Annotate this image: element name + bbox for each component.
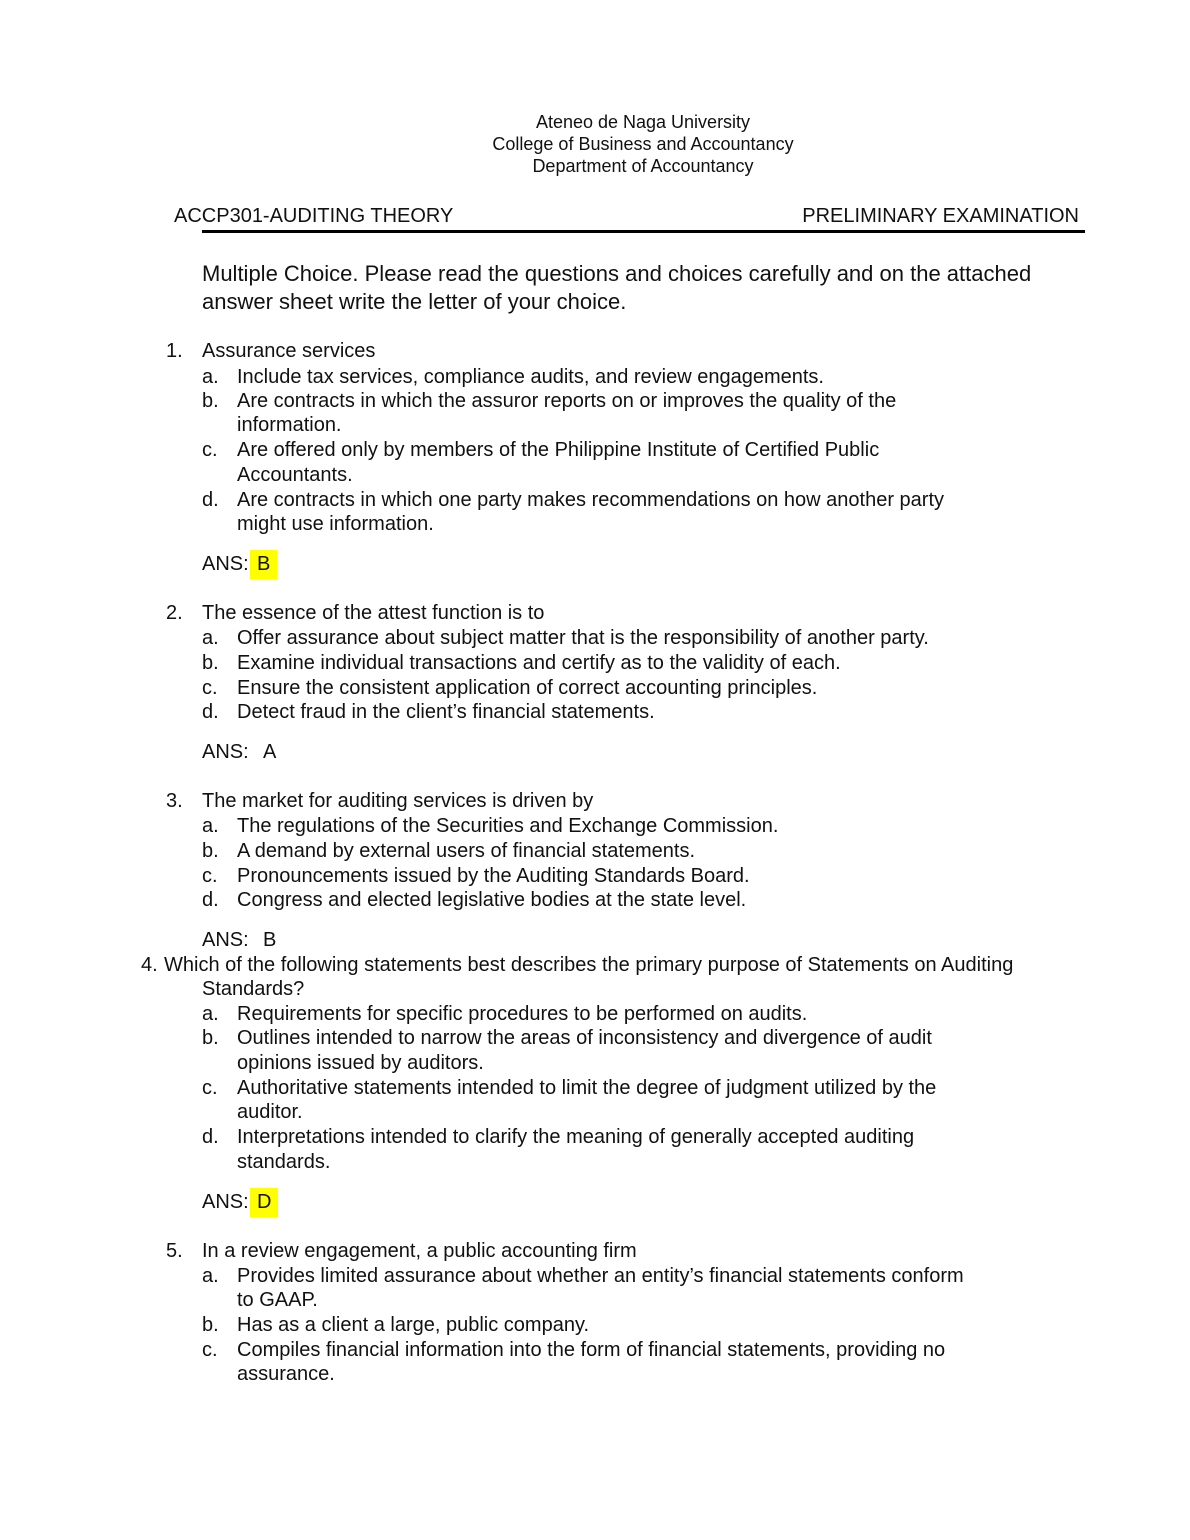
question-number: 1. (166, 340, 183, 362)
question-number: 4. (141, 954, 158, 976)
choice-letter: c. (202, 439, 218, 461)
choice-text: Has as a client a large, public company. (237, 1314, 590, 1336)
choice-letter: a. (202, 815, 219, 837)
choice-text: Are offered only by members of the Philippine Institute of Certified Public (237, 439, 880, 461)
choice-text: Compiles financial information into the form of financial statements, providing no (237, 1339, 946, 1361)
answer-label: ANS: (202, 741, 249, 763)
choice-letter: b. (202, 840, 219, 862)
answer-value: B (263, 929, 277, 951)
choice-text-continued: standards. (237, 1151, 331, 1173)
choice-letter: b. (202, 1314, 219, 1336)
choice-text-continued: information. (237, 414, 342, 436)
answer-value-highlighted: D (250, 1188, 278, 1217)
choice-text: The regulations of the Securities and Exchange Commission. (237, 815, 779, 837)
choice-letter: b. (202, 1027, 219, 1049)
choice-text-continued: assurance. (237, 1363, 335, 1385)
choice-letter: a. (202, 1003, 219, 1025)
choice-text: Are contracts in which one party makes recommendations on how another party (237, 489, 945, 511)
choice-text: Congress and elected legislative bodies at the state level. (237, 889, 747, 911)
choice-text: Detect fraud in the client’s financial statements. (237, 701, 655, 723)
question-stem: Which of the following statements best describes the primary purpose of Statements on Auditing (164, 954, 1014, 976)
answer-value: A (263, 741, 277, 763)
question-number: 2. (166, 602, 183, 624)
answer-label: ANS: (202, 553, 249, 575)
choice-text-continued: Accountants. (237, 464, 353, 486)
answer-label: ANS: (202, 929, 249, 951)
choice-text: A demand by external users of financial statements. (237, 840, 696, 862)
choice-letter: d. (202, 889, 219, 911)
answer-label: ANS: (202, 1191, 249, 1213)
choice-letter: c. (202, 865, 218, 887)
choice-letter: c. (202, 1339, 218, 1361)
choice-letter: b. (202, 652, 219, 674)
choice-text: Include tax services, compliance audits, and review engagements. (237, 366, 824, 388)
course-title: ACCP301-AUDITING THEORY (174, 205, 454, 227)
choice-text: Examine individual transactions and certify as to the validity of each. (237, 652, 841, 674)
choice-text: Ensure the consistent application of correct accounting principles. (237, 677, 818, 699)
choice-text: Offer assurance about subject matter that is the responsibility of another party. (237, 627, 929, 649)
instructions-line-1: Multiple Choice. Please read the questions and choices carefully and on the attached (202, 261, 1032, 286)
question-stem: Assurance services (202, 340, 376, 362)
question-stem: The market for auditing services is driven by (202, 790, 594, 812)
choice-letter: d. (202, 489, 219, 511)
college-name: College of Business and Accountancy (492, 134, 794, 154)
instructions-line-2: answer sheet write the letter of your choice. (202, 289, 627, 314)
choice-text: Pronouncements issued by the Auditing Standards Board. (237, 865, 750, 887)
choice-text: Provides limited assurance about whether an entity’s financial statements conform (237, 1265, 964, 1287)
choice-text-continued: opinions issued by auditors. (237, 1052, 484, 1074)
choice-letter: d. (202, 1126, 219, 1148)
choice-text: Authoritative statements intended to limit the degree of judgment utilized by the (237, 1077, 937, 1099)
choice-text-continued: auditor. (237, 1101, 303, 1123)
header-divider (202, 230, 1085, 233)
exam-title: PRELIMINARY EXAMINATION (802, 205, 1079, 227)
choice-text: Outlines intended to narrow the areas of inconsistency and divergence of audit (237, 1027, 932, 1049)
choice-text-continued: to GAAP. (237, 1289, 318, 1311)
choice-text: Requirements for specific procedures to be performed on audits. (237, 1003, 808, 1025)
question-number: 5. (166, 1240, 183, 1262)
question-stem: The essence of the attest function is to (202, 602, 545, 624)
department-name: Department of Accountancy (532, 156, 754, 176)
choice-text: Are contracts in which the assuror reports on or improves the quality of the (237, 390, 897, 412)
question-stem-continued: Standards? (202, 978, 305, 1000)
choice-letter: c. (202, 677, 218, 699)
choice-letter: b. (202, 390, 219, 412)
choice-letter: a. (202, 627, 219, 649)
choice-letter: a. (202, 1265, 219, 1287)
choice-letter: d. (202, 701, 219, 723)
choice-text: Interpretations intended to clarify the meaning of generally accepted auditing (237, 1126, 915, 1148)
question-stem: In a review engagement, a public accounting firm (202, 1240, 637, 1262)
choice-letter: a. (202, 366, 219, 388)
university-name: Ateneo de Naga University (535, 112, 751, 132)
choice-text-continued: might use information. (237, 513, 434, 535)
question-number: 3. (166, 790, 183, 812)
answer-value-highlighted: B (250, 550, 277, 579)
choice-letter: c. (202, 1077, 218, 1099)
